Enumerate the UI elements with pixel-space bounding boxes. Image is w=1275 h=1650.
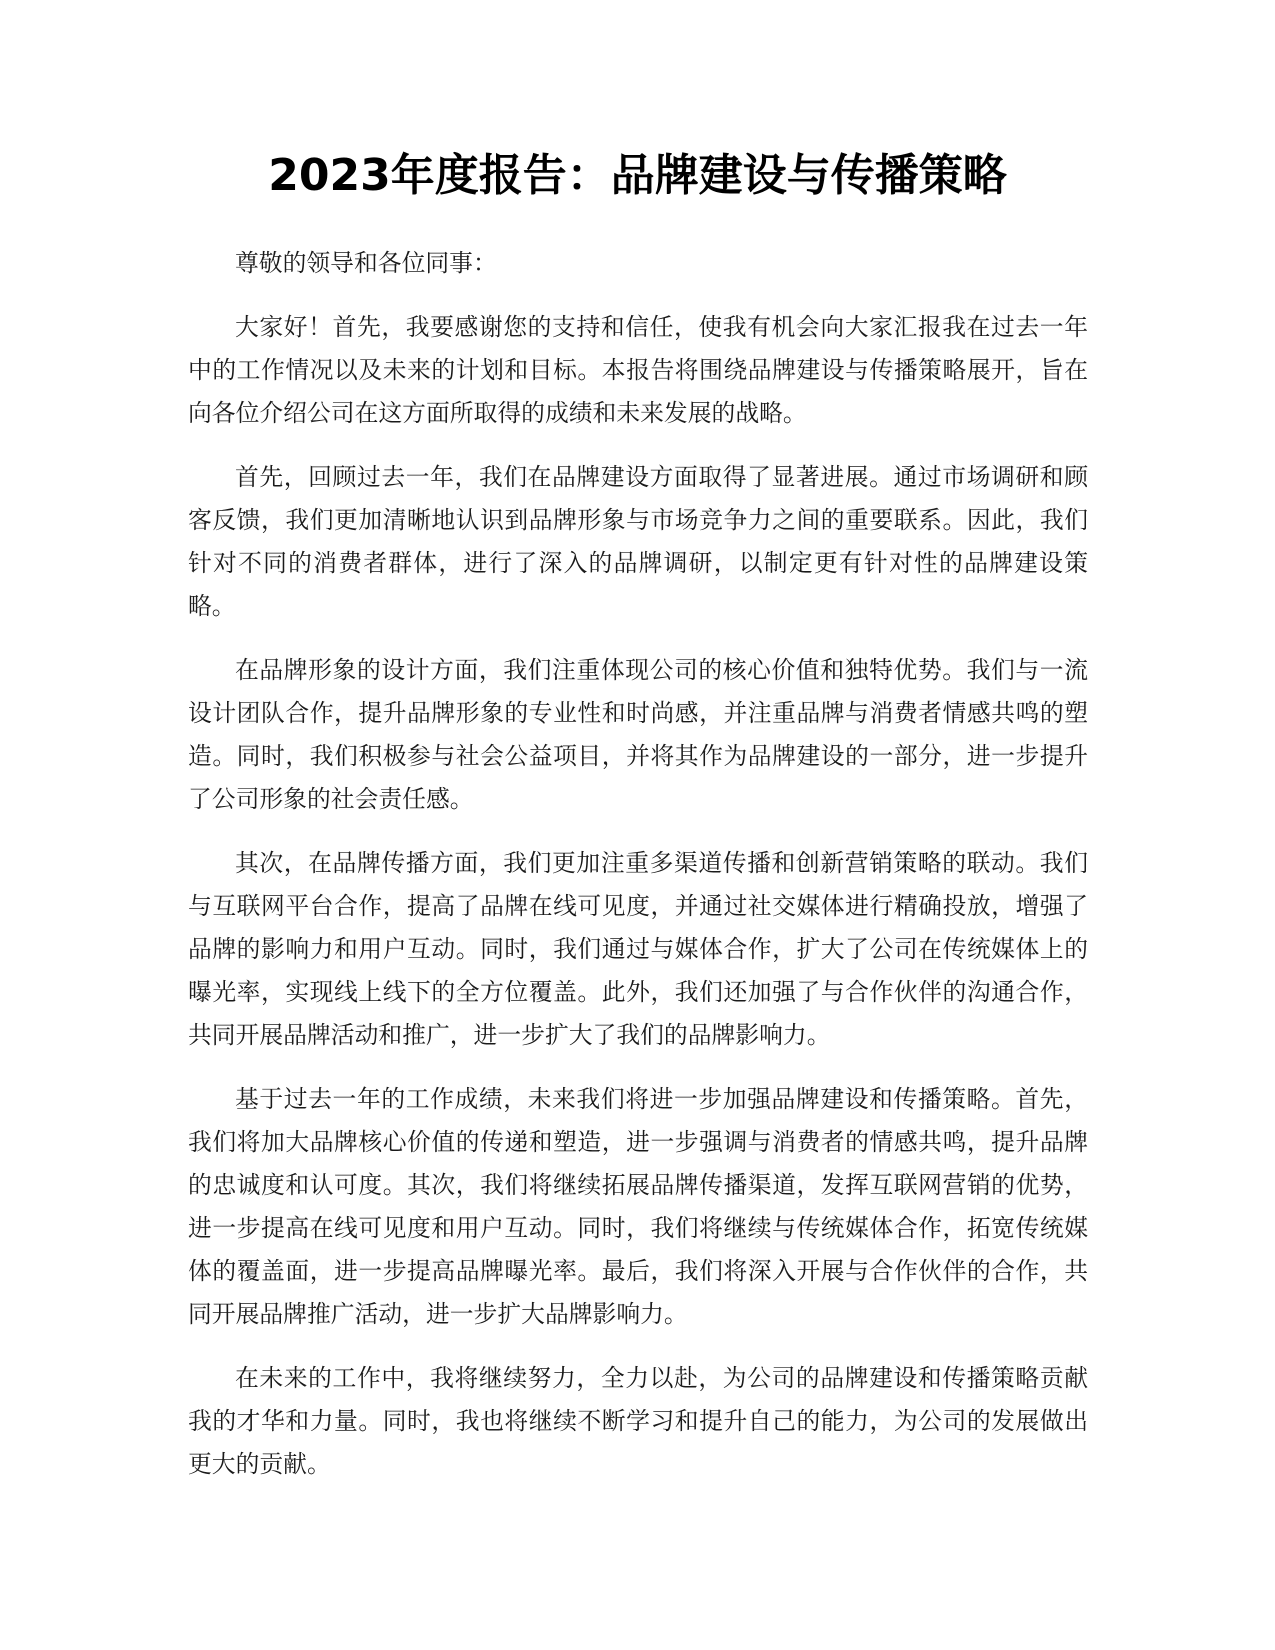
salutation-paragraph: 尊敬的领导和各位同事： [235,249,497,277]
brand-design-paragraph: 在品牌形象的设计方面，我们注重体现公司的核心价值和独特优势。我们与一流设计团队合作，提升品牌形象的专业性和时尚感，并注重品牌与消费者情感共鸣的塑造。同时，我们积极参与社会公益项目，并将其作为品牌建设的一部分，进一步提升了公司形象的社会责任感。 [188,656,1088,813]
document-body [188,242,1088,1507]
brand-communication-paragraph: 其次，在品牌传播方面，我们更加注重多渠道传播和创新营销策略的联动。我们与互联网平台合作，提高了品牌在线可见度，并通过社交媒体进行精确投放，增强了品牌的影响力和用户互动。同时，我们通过与媒体合作，扩大了公司在传统媒体上的曝光率，实现线上线下的全方位覆盖。此外，我们还加强了与合作伙伴的沟通合作，共同开展品牌活动和推广，进一步扩大了我们的品牌影响力。 [188,849,1088,1049]
closing-paragraph: 在未来的工作中，我将继续努力，全力以赴，为公司的品牌建设和传播策略贡献我的才华和力量。同时，我也将继续不断学习和提升自己的能力，为公司的发展做出更大的贡献。 [188,1364,1088,1478]
document-title: 2023年度报告：品牌建设与传播策略 [268,150,1007,201]
review-paragraph: 首先，回顾过去一年，我们在品牌建设方面取得了显著进展。通过市场调研和顾客反馈，我们更加清晰地认识到品牌形象与市场竞争力之间的重要联系。因此，我们针对不同的消费者群体，进行了深入的品牌调研，以制定更有针对性的品牌建设策略。 [188,463,1088,620]
intro-paragraph: 大家好！首先，我要感谢您的支持和信任，使我有机会向大家汇报我在过去一年中的工作情况以及未来的计划和目标。本报告将围绕品牌建设与传播策略展开，旨在向各位介绍公司在这方面所取得的成绩和未来发展的战略。 [188,313,1088,427]
future-plan-paragraph: 基于过去一年的工作成绩，未来我们将进一步加强品牌建设和传播策略。首先，我们将加大品牌核心价值的传递和塑造，进一步强调与消费者的情感共鸣，提升品牌的忠诚度和认可度。其次，我们将继续拓展品牌传播渠道，发挥互联网营销的优势，进一步提高在线可见度和用户互动。同时，我们将继续与传统媒体合作，拓宽传统媒体的覆盖面，进一步提高品牌曝光率。最后，我们将深入开展与合作伙伴的合作，共同开展品牌推广活动，进一步扩大品牌影响力。 [188,1085,1088,1328]
